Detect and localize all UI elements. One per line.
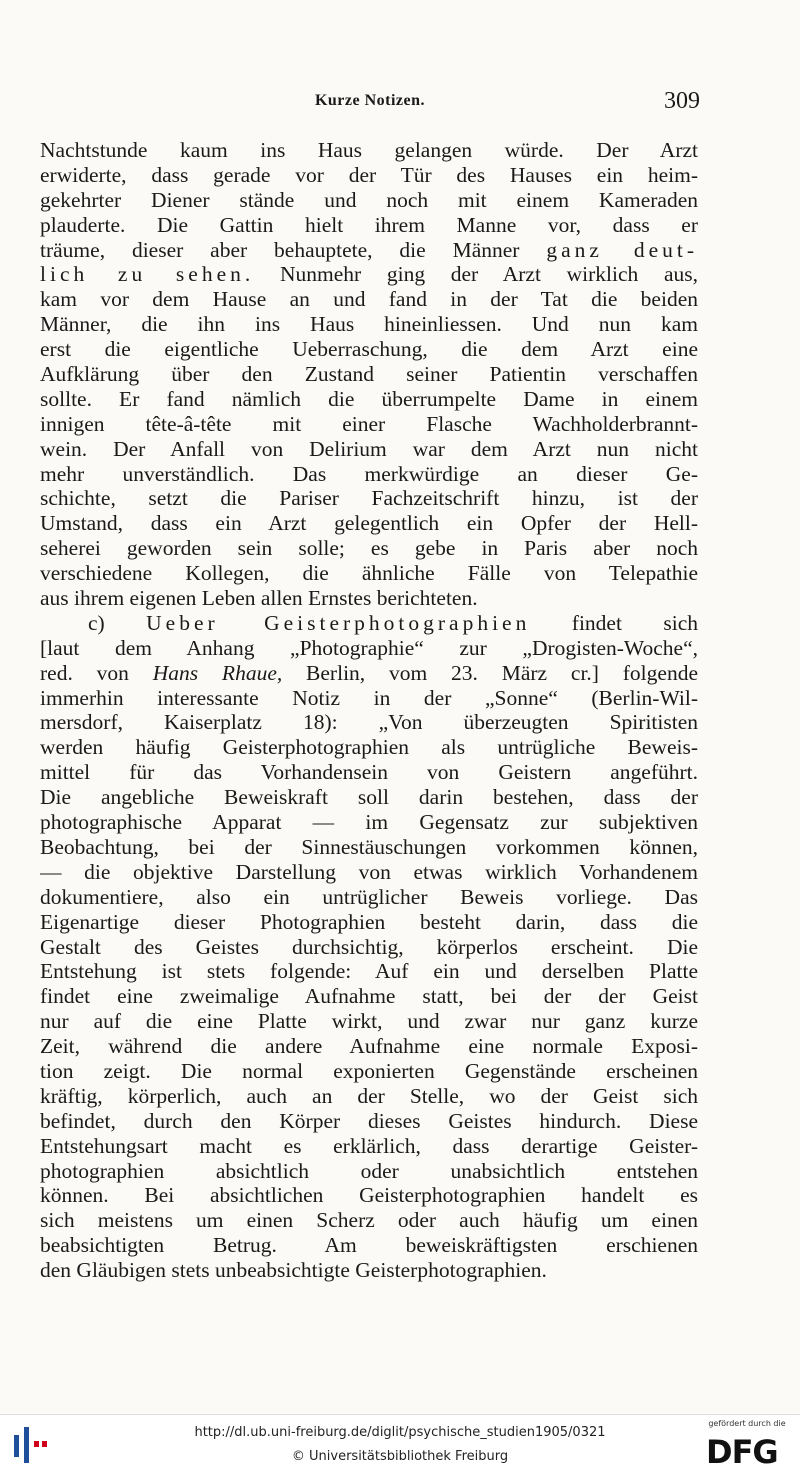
text-segment: plauderte. Die Gattin hielt ihrem Manne vor, dass er (40, 212, 698, 237)
text-line (40, 337, 698, 362)
text-segment: dokumentiere, also ein untrüglicher Beweis vorliege. Das (40, 884, 698, 909)
text-segment: innigen tête-â-tête mit einer Flasche Wachholderbrannt- (40, 411, 698, 436)
text-segment: erst die eigentliche Ueberraschung, die dem Arzt eine (40, 337, 698, 362)
text-line (40, 785, 698, 810)
text-segment: befindet, durch den Körper dieses Geistes hindurch. Diese (40, 1108, 698, 1133)
text-segment: c) (88, 610, 147, 635)
text-segment: Gestalt des Geistes durchsichtig, körperlos erscheint. Die (40, 934, 698, 959)
text-segment: beabsichtigten Betrug. Am beweiskräftigsten erschienen (40, 1233, 698, 1258)
text-line (40, 287, 698, 312)
text-segment: findet sich (530, 610, 698, 635)
text-segment: schichte, setzt die Pariser Fachzeitschrift hinzu, ist der (40, 486, 698, 511)
text-segment: kam vor dem Hause an und fand in der Tat die beiden (40, 287, 698, 312)
text-line (40, 437, 698, 462)
text-line (40, 262, 698, 287)
text-line (40, 735, 698, 760)
text-segment: erwiderte, dass gerade vor der Tür des Hauses ein heim- (40, 162, 698, 187)
text-segment: verschiedene Kollegen, die ähnliche Fälle von Telepathie (40, 561, 698, 586)
text-line (40, 1208, 698, 1233)
text-segment: Beobachtung, bei der Sinnestäuschungen vorkommen können, (40, 834, 698, 859)
copyright-notice: © Universitätsbibliothek Freiburg (291, 1449, 509, 1464)
text-segment: Eigenartige dieser Photographien besteht darin, dass die (40, 909, 698, 934)
text-line (40, 835, 698, 860)
footer (0, 1414, 800, 1473)
text-line (40, 486, 698, 511)
text-segment: Die angebliche Beweiskraft soll darin bestehen, dass der (40, 785, 698, 810)
text-line (40, 387, 698, 412)
text-line (40, 636, 698, 661)
text-segment: tion zeigt. Die normal exponierten Gegenstände erscheinen (40, 1058, 698, 1083)
text-line (40, 1034, 698, 1059)
text-segment: Berlin, vom 23. März cr.] folgende (282, 660, 698, 685)
dfg-caption: gefördert durch die (708, 1419, 786, 1428)
text-line (40, 984, 698, 1009)
text-segment: gekehrter Diener stände und noch mit einem Kameraden (40, 187, 698, 212)
text-line (40, 511, 698, 536)
text-segment: Männer, die ihn ins Haus hineinliessen. Und nun kam (40, 312, 698, 337)
text-line (40, 561, 698, 586)
text-segment: Zeit, während die andere Aufnahme eine normale Exposi- (40, 1034, 698, 1059)
dfg-logo (702, 1419, 792, 1471)
text-line (40, 1258, 698, 1283)
text-segment: Nachtstunde kaum ins Haus gelangen würde. Der Arzt (40, 138, 698, 162)
text-segment: immerhin interessante Notiz in der „Sonne“ (Berlin-Wil- (40, 685, 698, 710)
text-segment: sich meistens um einen Scherz oder auch häufig um einen (40, 1208, 698, 1233)
text-line (40, 1183, 698, 1208)
text-segment: Entstehung ist stets folgende: Auf ein und derselben Platte (40, 959, 698, 984)
text-segment: photographische Apparat — im Gegensatz zur subjektiven (40, 810, 698, 835)
text-line (40, 611, 698, 636)
text-line (40, 1109, 698, 1134)
text-segment: Aufklärung über den Zustand seiner Patientin verschaffen (40, 362, 698, 387)
text-line (40, 138, 698, 163)
text-segment: sollte. Er fand nämlich die überrumpelte Dame in einem (40, 386, 698, 411)
text-segment: kräftig, körperlich, auch an der Stelle, wo der Geist sich (40, 1083, 698, 1108)
text-line (40, 188, 698, 213)
text-line (40, 536, 698, 561)
running-header (40, 88, 700, 118)
text-segment: nur auf die eine Platte wirkt, und zwar nur ganz kurze (40, 1009, 698, 1034)
page-number: 309 (664, 88, 700, 114)
text-segment: mittel für das Vorhandensein von Geistern angeführt. (40, 760, 698, 785)
text-line (40, 885, 698, 910)
text-segment: — die objektive Darstellung von etwas wirklich Vorhandenem (40, 859, 698, 884)
text-line (40, 213, 698, 238)
text-line (40, 661, 698, 686)
text-segment: mersdorf, Kaiserplatz 18): „Von überzeugten Spiritisten (40, 710, 698, 735)
text-segment: Entstehungsart macht es erklärlich, dass derartige Geister- (40, 1133, 698, 1158)
text-line (40, 462, 698, 487)
text-line (40, 1233, 698, 1258)
text-segment: werden häufig Geisterphotographien als untrügliche Beweis- (40, 735, 698, 760)
spaced-emphasis: ganz deut- (546, 237, 698, 262)
text-segment: Umstand, dass ein Arzt gelegentlich ein Opfer der Hell- (40, 511, 698, 536)
text-line (40, 1159, 698, 1184)
text-segment: können. Bei absichtlichen Geisterphotographien handelt es (40, 1183, 698, 1208)
text-line (40, 163, 698, 188)
dfg-logo-text: DFG (706, 1433, 778, 1471)
permalink-url[interactable]: http://dl.ub.uni-freiburg.de/diglit/psychische_studien1905/0321 (194, 1425, 606, 1440)
text-line (40, 860, 698, 885)
text-line (40, 760, 698, 785)
text-line (40, 1134, 698, 1159)
text-segment: aus ihrem eigenen Leben allen Ernstes berichteten. (40, 586, 478, 611)
text-line (40, 935, 698, 960)
text-segment: Nunmehr ging der Arzt wirklich aus, (254, 262, 698, 287)
text-segment: [laut dem Anhang „Photographie“ zur „Drogisten-Woche“, (40, 635, 698, 660)
text-segment: photographien absichtlich oder unabsichtlich entstehen (40, 1158, 698, 1183)
text-line (40, 810, 698, 835)
text-line (40, 362, 698, 387)
text-segment: red. von (40, 660, 153, 685)
text-segment: den Gläubigen stets unbeabsichtigte Geisterphotographien. (40, 1258, 547, 1283)
text-line (40, 312, 698, 337)
text-segment: seherei geworden sein solle; es gebe in Paris aber noch (40, 536, 698, 561)
spaced-emphasis: Ueber Geisterphotographien (146, 610, 531, 635)
text-line (40, 710, 698, 735)
spaced-emphasis: lich zu sehen. (40, 262, 255, 287)
text-line (40, 910, 698, 935)
italic-name: Hans Rhaue, (152, 660, 283, 685)
text-segment: wein. Der Anfall von Delirium war dem Arzt nun nicht (40, 436, 698, 461)
text-line (40, 412, 698, 437)
text-line (40, 959, 698, 984)
body-text (40, 138, 698, 1283)
text-line (40, 1084, 698, 1109)
text-line (40, 586, 698, 611)
text-segment: träume, dieser aber behauptete, die Männer (40, 237, 547, 262)
text-line (40, 686, 698, 711)
header-title: Kurze Notizen. (314, 92, 426, 109)
text-segment: findet eine zweimalige Aufnahme statt, bei der der Geist (40, 984, 698, 1009)
text-line (40, 1009, 698, 1034)
text-line (40, 238, 698, 263)
text-line (40, 1059, 698, 1084)
text-segment: mehr unverständlich. Das merkwürdige an dieser Ge- (40, 461, 698, 486)
